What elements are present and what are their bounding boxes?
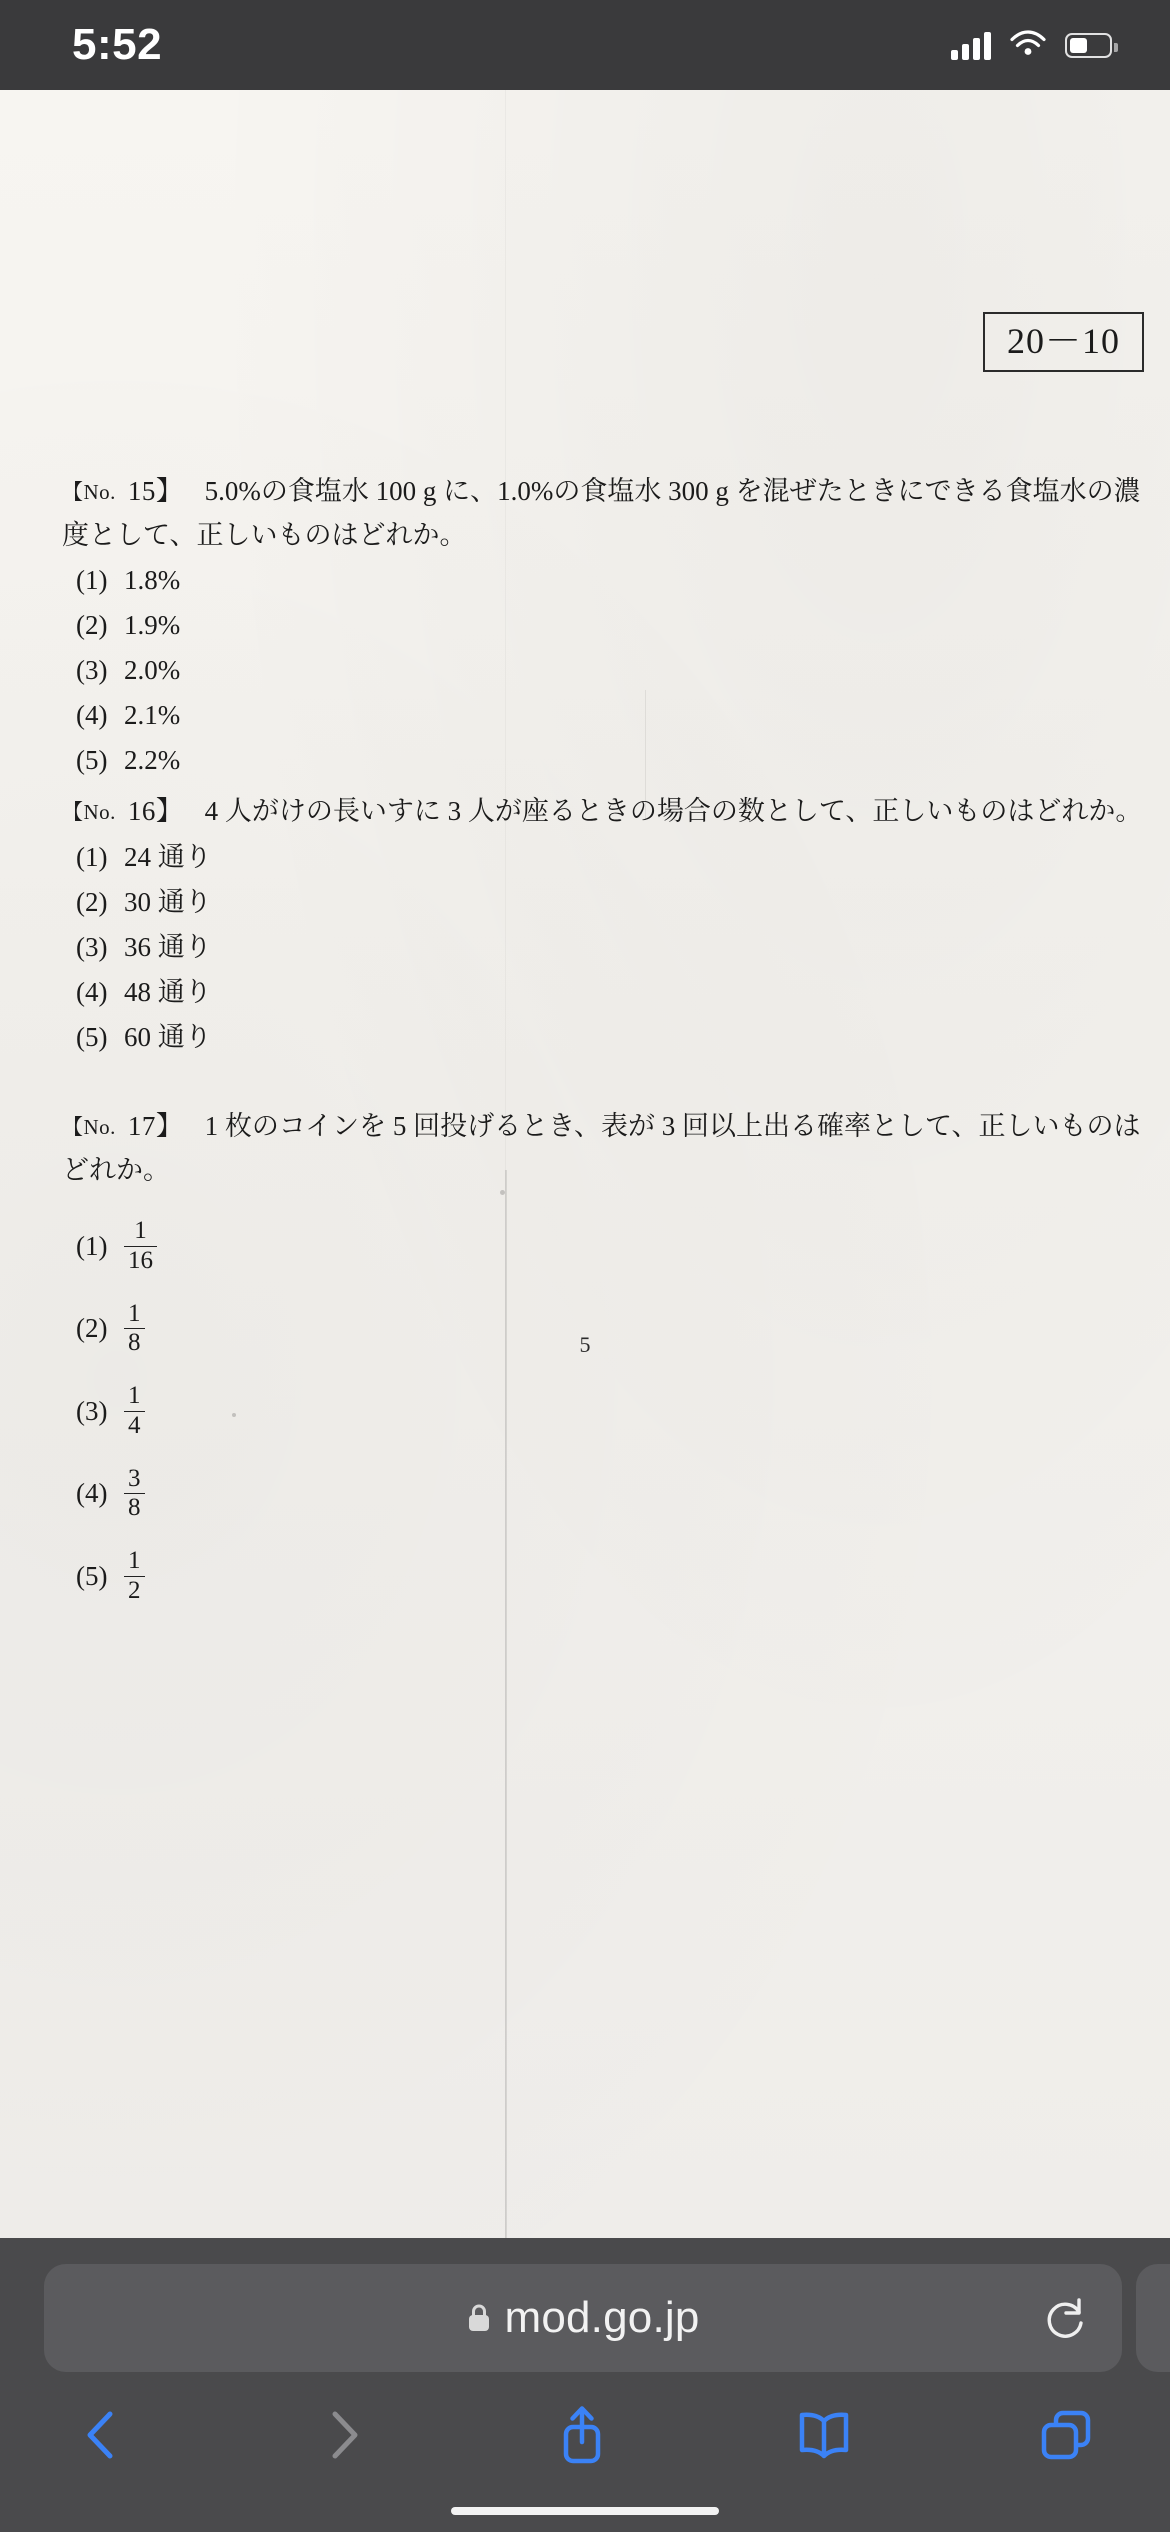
paper-speck (500, 1190, 505, 1195)
question-17-choices (62, 1218, 1146, 1604)
choice-item: (1) 1.8% (76, 565, 181, 596)
choice-item: (5) 2.2% (76, 745, 181, 776)
choice-item: (4) $\frac{3}{8}$ (62, 1466, 1146, 1522)
book-icon[interactable] (792, 2405, 856, 2465)
question-15-label: 【No. 15】 (62, 476, 184, 506)
cellular-bars-icon (951, 30, 991, 60)
question-17-stem (62, 1105, 1146, 1192)
choice-item: (3) 36 通り (76, 931, 212, 962)
browser-toolbar (0, 2372, 1170, 2490)
status-indicators (951, 29, 1112, 62)
chevron-left-icon[interactable] (72, 2402, 132, 2468)
address-bar[interactable] (44, 2264, 1122, 2372)
page-number: 5 (579, 1332, 591, 1357)
choice-item: (5) $\frac{1}{2}$ (62, 1548, 1146, 1604)
question-16-choices (62, 841, 1146, 1052)
question-15-text: 5.0%の食塩水 100 g に、1.0%の食塩水 300 g を混ぜたときにできる食塩水の濃度として、正しいものはどれか。 (62, 476, 1141, 550)
browser-bottom-bar (0, 2238, 1170, 2532)
paper-speck (232, 1413, 236, 1417)
share-icon[interactable] (553, 2400, 611, 2470)
question-16-text: 4 人がけの長いすに 3 人が座るときの場合の数として、正しいものはどれか。 (204, 796, 1143, 826)
url-text: mod.go.jp (504, 2293, 700, 2342)
fraction: $\frac{3}{8}$ (124, 1466, 145, 1522)
choice-item: (1) 24 通り (76, 841, 212, 872)
fraction: $\frac{1}{8}$ (124, 1301, 145, 1357)
next-tab-peek[interactable] (1136, 2264, 1170, 2372)
choice-item: (3) $\frac{1}{4}$ (62, 1383, 1146, 1439)
chevron-right-icon[interactable] (313, 2402, 373, 2468)
fraction: $\frac{1}{2}$ (124, 1548, 145, 1604)
battery-icon (1065, 33, 1112, 58)
web-page-content[interactable] (0, 90, 1170, 2238)
choice-item: (5) 60 通り (76, 1021, 212, 1052)
choice-item: (4) 48 通り (76, 976, 212, 1007)
home-indicator (0, 2490, 1170, 2532)
question-15-choices (62, 567, 1146, 774)
question-16 (62, 790, 1146, 1069)
status-bar (0, 0, 1170, 90)
question-17-label: 【No. 17】 (62, 1111, 184, 1141)
paper-code-box: 20－10 (983, 312, 1144, 372)
choice-item: (2) $\frac{1}{8}$ (62, 1301, 1146, 1357)
choice-item: (4) 2.1% (76, 700, 181, 731)
choice-item: (1) $\frac{1}{16}$ (62, 1218, 1146, 1274)
choice-item: (2) 30 通り (76, 886, 212, 917)
question-17 (62, 1105, 1146, 1631)
choice-item: (3) 2.0% (76, 655, 181, 686)
question-15-stem (62, 470, 1146, 557)
status-time: 5:52 (72, 20, 163, 69)
reload-icon[interactable] (1042, 2293, 1088, 2343)
wifi-icon (1009, 29, 1047, 62)
question-17-text: 1 枚のコインを 5 回投げるとき、表が 3 回以上出る確率として、正しいものはどれか。 (62, 1111, 1141, 1185)
choice-item: (2) 1.9% (76, 610, 181, 641)
question-16-stem (62, 790, 1146, 834)
question-16-label: 【No. 16】 (62, 796, 184, 826)
lock-icon (466, 2302, 492, 2334)
fraction: $\frac{1}{16}$ (124, 1218, 157, 1274)
fraction: $\frac{1}{4}$ (124, 1383, 145, 1439)
exam-paper (0, 90, 1170, 2238)
tabs-icon[interactable] (1036, 2405, 1098, 2465)
question-15 (62, 470, 1146, 792)
url-row (0, 2264, 1170, 2372)
